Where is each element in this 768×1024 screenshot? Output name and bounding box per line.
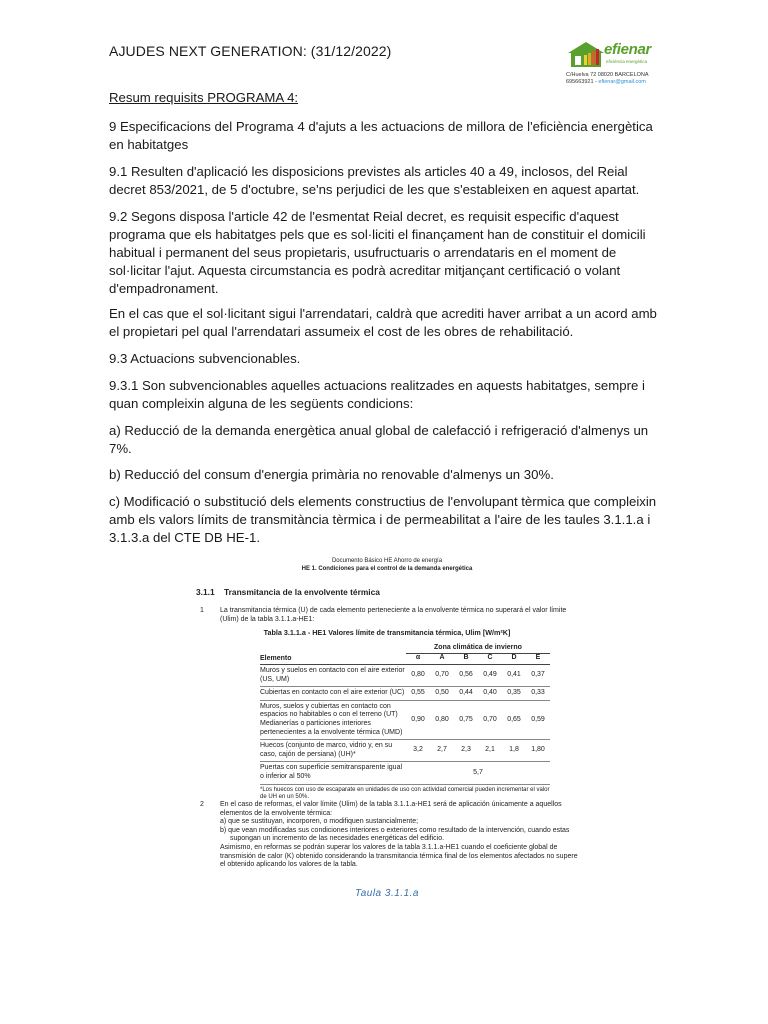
cell-value: 0,50 bbox=[435, 689, 449, 697]
row-label: Cubiertas en contacto con el aire exterior (UC) bbox=[260, 689, 405, 697]
email-link[interactable]: efienar@gmail.com bbox=[598, 79, 646, 85]
paragraph-9-3-1 bbox=[109, 377, 659, 413]
transmittance-table bbox=[260, 644, 550, 801]
cell-value: 2,7 bbox=[437, 746, 447, 754]
cell-value: 0,37 bbox=[531, 671, 545, 679]
section-heading bbox=[196, 588, 380, 597]
paragraph-text: Asimismo, en reformas se podrán superar los valores de la tabla 3.1.1.a-HE1 cuando el coeficiente global de transmisión de calor (K) obtenido considerando la transmitancia térmica final de los elementos afectados no supere el obtenido aplicando los valores de la tabla. bbox=[220, 843, 578, 869]
cell-value: 0,56 bbox=[459, 671, 473, 679]
paragraph-text: 9 Especificacions del Programa 4 d'ajuts a les actuacions de millora de l'eficiència energètica en habitatges bbox=[109, 119, 653, 152]
table-row bbox=[260, 665, 550, 687]
zone-label: α bbox=[415, 654, 421, 661]
paragraph-9 bbox=[109, 118, 659, 154]
paragraph-tenant bbox=[109, 305, 659, 341]
cell-value: 0,33 bbox=[531, 689, 545, 697]
paragraph-text: En el cas que el sol·licitant sigui l'arrendatari, caldrà que acrediti haver arribat a un acord amb el propietari pel qual l'arrendatari assumeix el cost de les obres de rehabilitació. bbox=[109, 306, 657, 339]
paragraph-text: 9.3 Actuacions subvencionables. bbox=[109, 351, 301, 366]
section-title: Transmitancia de la envolvente térmica bbox=[224, 587, 380, 597]
contact-address bbox=[566, 72, 649, 86]
cell-value: 0,40 bbox=[483, 689, 497, 697]
paragraph-text: c) Modificació o substitució dels elements constructius de l'envolupant tèrmica que compleixin amb els valors límits de transmitància tèrmica i de permeabilitat a l'aire de les taules 3.1.1.a i 3.1.3.a del CTE DB HE-1. bbox=[109, 494, 657, 545]
cell-value: 0,49 bbox=[483, 671, 497, 679]
figure-caption: Taula 3.1.1.a bbox=[355, 888, 419, 899]
doc-head-line-1: Documento Básico HE Ahorro de energía bbox=[331, 558, 443, 564]
address-line: C/Huelva 72 08020 BARCELONA bbox=[566, 72, 649, 78]
condition-a bbox=[109, 422, 659, 458]
paragraph-text: 9.3.1 Son subvencionables aquelles actuacions realitzades en aquests habitatges, sempre i quan compleixin alguna de les següents condicions: bbox=[109, 378, 645, 411]
cell-value: 0,65 bbox=[507, 715, 521, 723]
table-row-doors bbox=[260, 762, 550, 784]
cte-table-figure bbox=[192, 558, 582, 908]
logo-name: efienar bbox=[604, 41, 652, 58]
paragraph-text: La transmitancia térmica (U) de cada elemento perteneciente a la envolvente térmica no superará el valor límite (Ulim) de la tabla 3.1.1.a-HE1: bbox=[220, 607, 567, 623]
figure-doc-header bbox=[192, 558, 582, 573]
cell-value: 1,8 bbox=[509, 746, 519, 754]
row-label: Huecos (conjunto de marco, vidrio y, en su caso, cajón de persiana) (UH)* bbox=[260, 742, 393, 758]
logo-tagline: eficiència energètica bbox=[606, 59, 648, 64]
paragraph-9-1 bbox=[109, 163, 659, 199]
table-row bbox=[260, 740, 550, 762]
cell-value: 0,41 bbox=[507, 671, 521, 679]
zone-label: E bbox=[535, 654, 541, 661]
condition-c bbox=[109, 493, 659, 547]
cell-value-merged: 5,7 bbox=[473, 768, 483, 776]
subtitle-block bbox=[109, 89, 659, 107]
zone-label: A bbox=[439, 654, 445, 661]
zone-label: B bbox=[463, 654, 469, 661]
cell-value: 0,44 bbox=[459, 689, 473, 697]
row-label: Puertas con superficie semitransparente igual o inferior al 50% bbox=[260, 764, 403, 780]
paragraph-body bbox=[220, 801, 580, 870]
paragraph-9-3 bbox=[109, 350, 659, 368]
list-item: b) que vean modificadas sus condiciones interiores o exteriores como resultado de la intervención, cuando estas supongan un incremento de las necesidades energéticas del edificio. bbox=[220, 826, 570, 843]
zone-columns bbox=[406, 654, 550, 663]
zone-label: C bbox=[487, 654, 493, 661]
row-label: Muros y suelos en contacto con el aire exterior (US, UM) bbox=[260, 667, 405, 683]
cell-value: 1,80 bbox=[531, 746, 545, 754]
row-label: Muros, suelos y cubiertas en contacto con espacios no habitables o con el terreno (UT) Medianerías o particiones interiores pertenecientes a la envolvente térmica (UMD) bbox=[260, 702, 403, 736]
subtitle: Resum requisits PROGRAMA 4: bbox=[109, 90, 299, 105]
table-footnote: *Los huecos con uso de escaparate en unidades de uso con actividad comercial pueden incrementar el valor de UH en un 50%. bbox=[260, 786, 550, 800]
condition-b bbox=[109, 466, 659, 484]
paragraph-text: 9.2 Segons disposa l'article 42 de l'esmentat Reial decret, es requisit especific d'aquest programa que els habitatges pels que es sol·liciti el finançament han de constituir el domicili habitual i permanent del seus propietaris, usufructuaris o arrendataris en el moment de sol·licitar l'ajut. Aquesta circumstancia es podrà acreditar mitjançant certificació o volant d'empadronament. bbox=[109, 209, 646, 296]
paragraph-text: a) Reducció de la demanda energètica anual global de calefacció i refrigeració d'almenys un 7%. bbox=[109, 423, 649, 456]
section-number: 3.1.1 bbox=[196, 587, 215, 597]
contact-line bbox=[566, 79, 649, 86]
cell-value: 0,35 bbox=[507, 689, 521, 697]
row-values bbox=[406, 701, 550, 739]
cell-value: 0,80 bbox=[411, 671, 425, 679]
house-logo-icon bbox=[566, 40, 606, 68]
phone: 695663921 - bbox=[566, 79, 599, 85]
table-row bbox=[260, 687, 550, 701]
header-title: AJUDES NEXT GENERATION: (31/12/2022) bbox=[109, 43, 392, 59]
row-values bbox=[406, 687, 550, 700]
cell-value: 0,55 bbox=[411, 689, 425, 697]
cell-value: 3,2 bbox=[413, 746, 423, 754]
table-title: Tabla 3.1.1.a - HE1 Valores límite de transmitancia térmica, Ulim [W/m²K] bbox=[263, 628, 511, 637]
table-header bbox=[260, 644, 550, 665]
column-header-zone: Zona climática de invierno bbox=[434, 644, 522, 651]
paragraph-text: En el caso de reformas, el valor límite (Ulim) de la tabla 3.1.1.a-HE1 será de aplicación únicamente a aquellos elementos de la envolvente térmica: bbox=[220, 801, 562, 817]
paragraph-9-2 bbox=[109, 208, 659, 298]
row-values bbox=[406, 665, 550, 686]
column-header-element: Elemento bbox=[260, 655, 292, 662]
doc-head-line-2: HE 1. Condiciones para el control de la demanda energética bbox=[301, 565, 473, 572]
cell-value: 0,75 bbox=[459, 715, 473, 723]
paragraph-text: b) Reducció del consum d'energia primària no renovable d'almenys un 30%. bbox=[109, 467, 554, 482]
list-item: a) que se sustituyan, incorporen, o modifiquen sustancialmente; bbox=[220, 818, 419, 826]
row-values bbox=[406, 740, 550, 761]
cell-value: 0,70 bbox=[435, 671, 449, 679]
cell-value: 0,90 bbox=[411, 715, 425, 723]
cell-value: 2,3 bbox=[461, 746, 471, 754]
paragraph-number: 2 bbox=[200, 801, 204, 808]
paragraph-text: 9.1 Resulten d'aplicació les disposicions previstes als articles 40 a 49, inclosos, del Reial decret 853/2021, de 5 d'octubre, se'ns perjudici de les que s'estableixen en aquest apartat. bbox=[109, 164, 640, 197]
cell-value: 0,70 bbox=[483, 715, 497, 723]
cell-value: 0,59 bbox=[531, 715, 545, 723]
zone-label: D bbox=[511, 654, 517, 661]
paragraph-number: 1 bbox=[200, 607, 204, 614]
table-row bbox=[260, 701, 550, 740]
cell-value: 2,1 bbox=[485, 746, 495, 754]
cell-value: 0,80 bbox=[435, 715, 449, 723]
